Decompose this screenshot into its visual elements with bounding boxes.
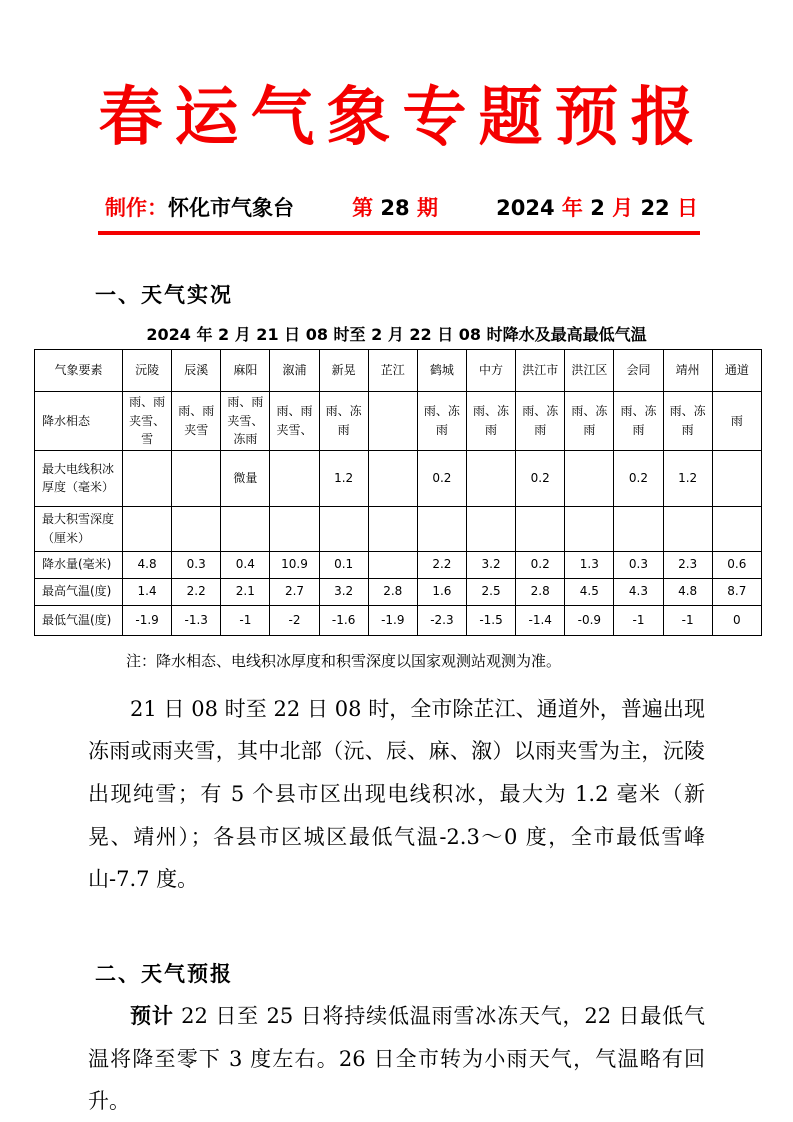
table-cell: -1: [663, 605, 712, 635]
table-cell: 雨、雨夹雪、雪: [123, 392, 172, 451]
table-cell: 0.2: [516, 551, 565, 578]
column-header-station-10: 洪江区: [565, 350, 614, 392]
table-row: [35, 392, 762, 451]
table-row: [35, 578, 762, 605]
date-month: 2: [590, 196, 605, 220]
masthead: [105, 192, 698, 222]
table-cell: 0.6: [712, 551, 761, 578]
section-1-heading: 一、天气实况: [95, 283, 233, 307]
column-header-station-7: 鹤城: [417, 350, 466, 392]
table-cell: 微量: [221, 450, 270, 506]
table-cell: [368, 551, 417, 578]
date-year: 2024: [496, 196, 555, 220]
column-header-station-9: 洪江市: [516, 350, 565, 392]
column-header-station-12: 靖州: [663, 350, 712, 392]
table-cell: -1: [614, 605, 663, 635]
table-cell: 0: [712, 605, 761, 635]
table-cell: 3.2: [319, 578, 368, 605]
table-cell: 1.4: [123, 578, 172, 605]
table-cell: 2.8: [368, 578, 417, 605]
table-cell: 雨、冻雨: [663, 392, 712, 451]
table-cell: 雨、冻雨: [466, 392, 515, 451]
column-header-station-3: 麻阳: [221, 350, 270, 392]
table-cell: 雨、冻雨: [417, 392, 466, 451]
table-cell: 2.8: [516, 578, 565, 605]
table-cell: [368, 392, 417, 451]
row-label: 降水量(毫米): [35, 551, 123, 578]
table-cell: 4.5: [565, 578, 614, 605]
table-cell: -2: [270, 605, 319, 635]
page-title: 春运气象专题预报: [98, 80, 707, 155]
table-cell: -1.9: [123, 605, 172, 635]
table-cell: [565, 506, 614, 551]
table-cell: 2.1: [221, 578, 270, 605]
table-cell: 0.2: [614, 450, 663, 506]
table-cell: -1.4: [516, 605, 565, 635]
table-cell: [172, 450, 221, 506]
table-cell: [565, 450, 614, 506]
table-cell: 0.2: [417, 450, 466, 506]
table-row: [35, 506, 762, 551]
table-cell: -1.5: [466, 605, 515, 635]
table-cell: 10.9: [270, 551, 319, 578]
table-cell: [712, 506, 761, 551]
column-header-station-4: 溆浦: [270, 350, 319, 392]
table-cell: 8.7: [712, 578, 761, 605]
forecast-paragraph: [88, 995, 705, 1122]
date-day-unit: 日: [669, 196, 698, 220]
table-cell: -2.3: [417, 605, 466, 635]
table-cell: [172, 506, 221, 551]
table-cell: 雨、冻雨: [565, 392, 614, 451]
table-row: [35, 450, 762, 506]
table-cell: 2.2: [417, 551, 466, 578]
producer-name: 怀化市气象台: [168, 196, 294, 220]
table-cell: 1.6: [417, 578, 466, 605]
table-cell: [123, 506, 172, 551]
table-cell: [270, 450, 319, 506]
table-cell: 雨、雨夹雪、冻雨: [221, 392, 270, 451]
row-label: 降水相态: [35, 392, 123, 451]
table-cell: 2.2: [172, 578, 221, 605]
table-cell: [368, 506, 417, 551]
column-header-station-13: 通道: [712, 350, 761, 392]
row-label: 最大积雪深度（厘米）: [35, 506, 123, 551]
table-cell: 雨、冻雨: [516, 392, 565, 451]
observation-table: [34, 349, 762, 636]
table-cell: [221, 506, 270, 551]
weather-summary-paragraph: 21 日 08 时至 22 日 08 时，全市除芷江、通道外，普遍出现冻雨或雨夹雪，其中北部（沅、辰、麻、溆）以雨夹雪为主，沅陵出现纯雪；有 5 个县市区出现电线积冰，最大为 1.2 毫米（新晃、靖州）；各县市区城区最低气温-2.3～0 度，全市最低雪峰山-7.7 度。: [88, 696, 705, 892]
row-label: 最低气温(度): [35, 605, 123, 635]
table-cell: -1.3: [172, 605, 221, 635]
table-cell: 1.3: [565, 551, 614, 578]
table-cell: 4.8: [123, 551, 172, 578]
table-cell: [417, 506, 466, 551]
issue-prefix: 第: [352, 196, 374, 220]
producer: [105, 192, 294, 222]
date-day: 22: [640, 196, 670, 220]
table-row: [35, 551, 762, 578]
column-header-station-2: 辰溪: [172, 350, 221, 392]
date-year-unit: 年: [554, 196, 591, 220]
table-cell: -1.9: [368, 605, 417, 635]
producer-label: 制作：: [105, 196, 168, 220]
table-cell: 雨: [712, 392, 761, 451]
table-cell: [663, 506, 712, 551]
table-cell: [368, 450, 417, 506]
issue-suffix: 期: [416, 196, 438, 220]
date-month-unit: 月: [604, 196, 641, 220]
table-cell: [319, 506, 368, 551]
table-cell: 2.5: [466, 578, 515, 605]
table-cell: 0.2: [516, 450, 565, 506]
column-header-station-5: 新晃: [319, 350, 368, 392]
table-header-row: [35, 350, 762, 392]
issue-number: [352, 192, 438, 222]
table-cell: 0.4: [221, 551, 270, 578]
table-cell: 0.3: [614, 551, 663, 578]
table-cell: 1.2: [319, 450, 368, 506]
table-title: 2024 年 2 月 21 日 08 时至 2 月 22 日 08 时降水及最高最低气温: [146, 325, 647, 344]
column-header-station-6: 芷江: [368, 350, 417, 392]
table-cell: 雨、冻雨: [614, 392, 663, 451]
masthead-rule: [98, 231, 700, 235]
table-cell: 4.3: [614, 578, 663, 605]
table-cell: [270, 506, 319, 551]
table-cell: 2.7: [270, 578, 319, 605]
table-cell: 1.2: [663, 450, 712, 506]
table-cell: [466, 506, 515, 551]
table-cell: 0.3: [172, 551, 221, 578]
table-cell: 雨、雨夹雪、: [270, 392, 319, 451]
table-cell: 3.2: [466, 551, 515, 578]
issue-date: [496, 192, 698, 222]
column-header-station-8: 中方: [466, 350, 515, 392]
column-header-element: 气象要素: [35, 350, 123, 392]
table-cell: [516, 506, 565, 551]
table-cell: -0.9: [565, 605, 614, 635]
table-cell: [466, 450, 515, 506]
forecast-lead: 预计: [130, 1002, 174, 1028]
table-cell: [712, 450, 761, 506]
column-header-station-11: 会同: [614, 350, 663, 392]
row-label: 最高气温(度): [35, 578, 123, 605]
table-cell: 4.8: [663, 578, 712, 605]
table-cell: 2.3: [663, 551, 712, 578]
table-cell: [123, 450, 172, 506]
row-label: 最大电线积冰厚度（毫米）: [35, 450, 123, 506]
column-header-station-1: 沅陵: [123, 350, 172, 392]
table-cell: -1.6: [319, 605, 368, 635]
table-note: 注：降水相态、电线积冰厚度和积雪深度以国家观测站观测为准。: [126, 651, 562, 670]
table-cell: [614, 506, 663, 551]
forecast-text: 22 日至 25 日将持续低温雨雪冰冻天气，22 日最低气温将降至零下 3 度左右。26 日全市转为小雨天气，气温略有回升。: [88, 1003, 705, 1114]
table-cell: -1: [221, 605, 270, 635]
table-cell: 雨、冻雨: [319, 392, 368, 451]
issue-num: 28: [373, 196, 417, 220]
section-2-heading: 二、天气预报: [95, 961, 233, 986]
table-row: [35, 605, 762, 635]
table-cell: 雨、雨夹雪: [172, 392, 221, 451]
table-cell: 0.1: [319, 551, 368, 578]
